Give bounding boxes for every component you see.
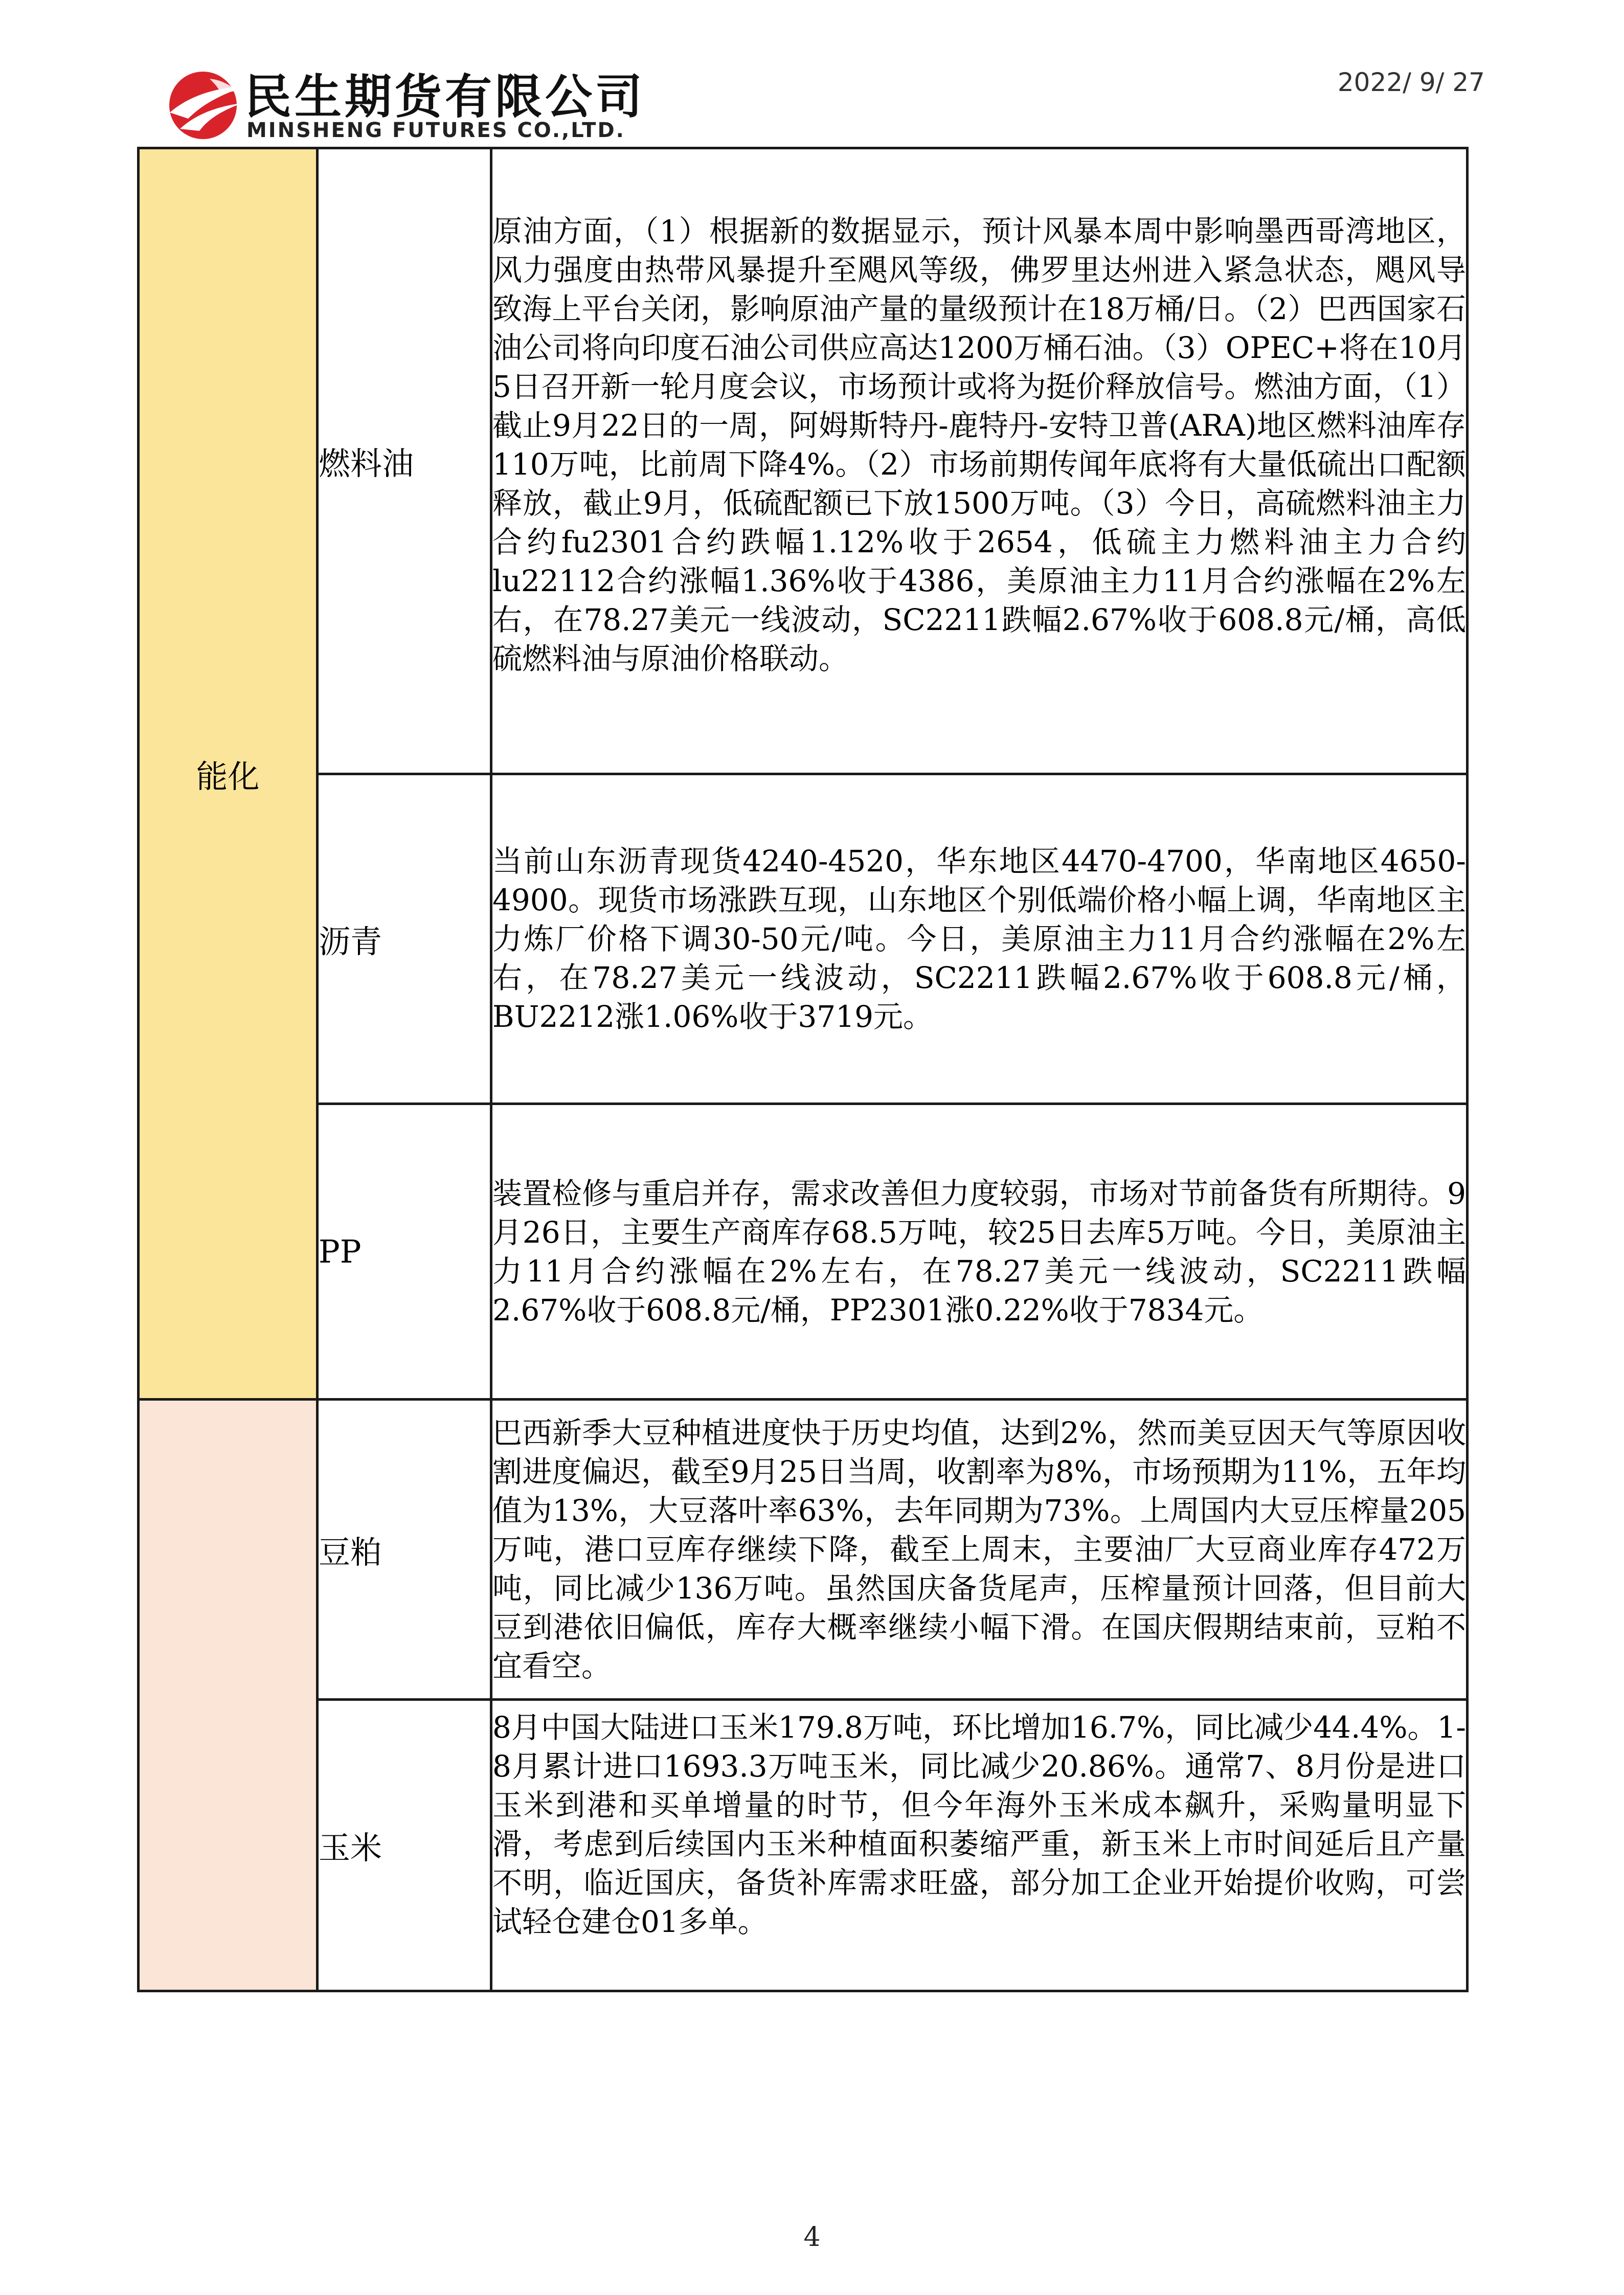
commodity-table <box>137 147 1469 1992</box>
page-number: 4 <box>803 2222 821 2253</box>
sector-label: 能化 <box>196 757 260 795</box>
product-name: 豆粕 <box>318 1400 491 1700</box>
product-commentary: 装置检修与重启并存，需求改善但力度较弱，市场对节前备货有所期待。9月26日，主要生产商库存68.5万吨，较25日去库5万吨。今日，美原油主力11月合约涨幅在2%左右，在78.27美元一线波动，SC2211跌幅2.67%收于608.8元/桶，PP2301涨0.22%收于7834元。 <box>491 1104 1468 1400</box>
product-commentary: 8月中国大陆进口玉米179.8万吨，环比增加16.7%，同比减少44.4%。1-8月累计进口1693.3万吨玉米，同比减少20.86%。通常7、8月份是进口玉米到港和买单增量的时节，但今年海外玉米成本飙升，采购量明显下滑，考虑到后续国内玉米种植面积萎缩严重，新玉米上市时间延后且产量不明，临近国庆，备货补库需求旺盛，部分加工企业开始提价收购，可尝试轻仓建仓01多单。 <box>491 1700 1468 1991</box>
table-row <box>139 148 1468 774</box>
sector-cell-energy-chemical <box>139 148 318 1400</box>
minsheng-logo-icon <box>160 65 246 142</box>
page-header <box>0 0 1624 148</box>
product-name: 燃料油 <box>318 148 491 774</box>
table-row <box>139 774 1468 1104</box>
product-commentary: 当前山东沥青现货4240-4520，华东地区4470-4700，华南地区4650-4900。现货市场涨跌互现，山东地区个别低端价格小幅上调，华南地区主力炼厂价格下调30-50元/吨。今日，美原油主力11月合约涨幅在2%左右，在78.27美元一线波动，SC2211跌幅2.67%收于608.8元/桶，BU2212涨1.06%收于3719元。 <box>491 774 1468 1104</box>
product-name: PP <box>318 1104 491 1400</box>
sector-cell-agriculture <box>139 1400 318 1991</box>
table-row <box>139 1700 1468 1991</box>
report-date: 2022/ 9/ 27 <box>1337 68 1485 97</box>
company-name-cn: 民生期货有限公司 <box>244 70 646 124</box>
company-name-en: MINSHENG FUTURES CO.,LTD. <box>246 119 625 142</box>
product-commentary: 巴西新季大豆种植进度快于历史均值，达到2%，然而美豆因天气等原因收割进度偏迟，截至9月25日当周，收割率为8%，市场预期为11%，五年均值为13%，大豆落叶率63%，去年同期为73%。上周国内大豆压榨量205万吨，港口豆库存继续下降，截至上周末，主要油厂大豆商业库存472万吨，同比减少136万吨。虽然国庆备货尾声，压榨量预计回落，但目前大豆到港依旧偏低，库存大概率继续小幅下滑。在国庆假期结束前，豆粕不宜看空。 <box>491 1400 1468 1700</box>
product-name: 沥青 <box>318 774 491 1104</box>
table-row <box>139 1400 1468 1700</box>
table-row <box>139 1104 1468 1400</box>
product-commentary: 原油方面，（1）根据新的数据显示，预计风暴本周中影响墨西哥湾地区，风力强度由热带风暴提升至飓风等级，佛罗里达州进入紧急状态，飓风导致海上平台关闭，影响原油产量的量级预计在18万桶/日。（2）巴西国家石油公司将向印度石油公司供应高达1200万桶石油。（3）OPEC+将在10月5日召开新一轮月度会议，市场预计或将为挺价释放信号。燃油方面，（1）截止9月22日的一周，阿姆斯特丹-鹿特丹-安特卫普(ARA)地区燃料油库存110万吨，比前周下降4%。（2）市场前期传闻年底将有大量低硫出口配额释放，截止9月，低硫配额已下放1500万吨。（3）今日，高硫燃料油主力合约fu2301合约跌幅1.12%收于2654，低硫主力燃料油主力合约lu22112合约涨幅1.36%收于4386，美原油主力11月合约涨幅在2%左右，在78.27美元一线波动，SC2211跌幅2.67%收于608.8元/桶，高低硫燃料油与原油价格联动。 <box>491 148 1468 774</box>
product-name: 玉米 <box>318 1700 491 1991</box>
